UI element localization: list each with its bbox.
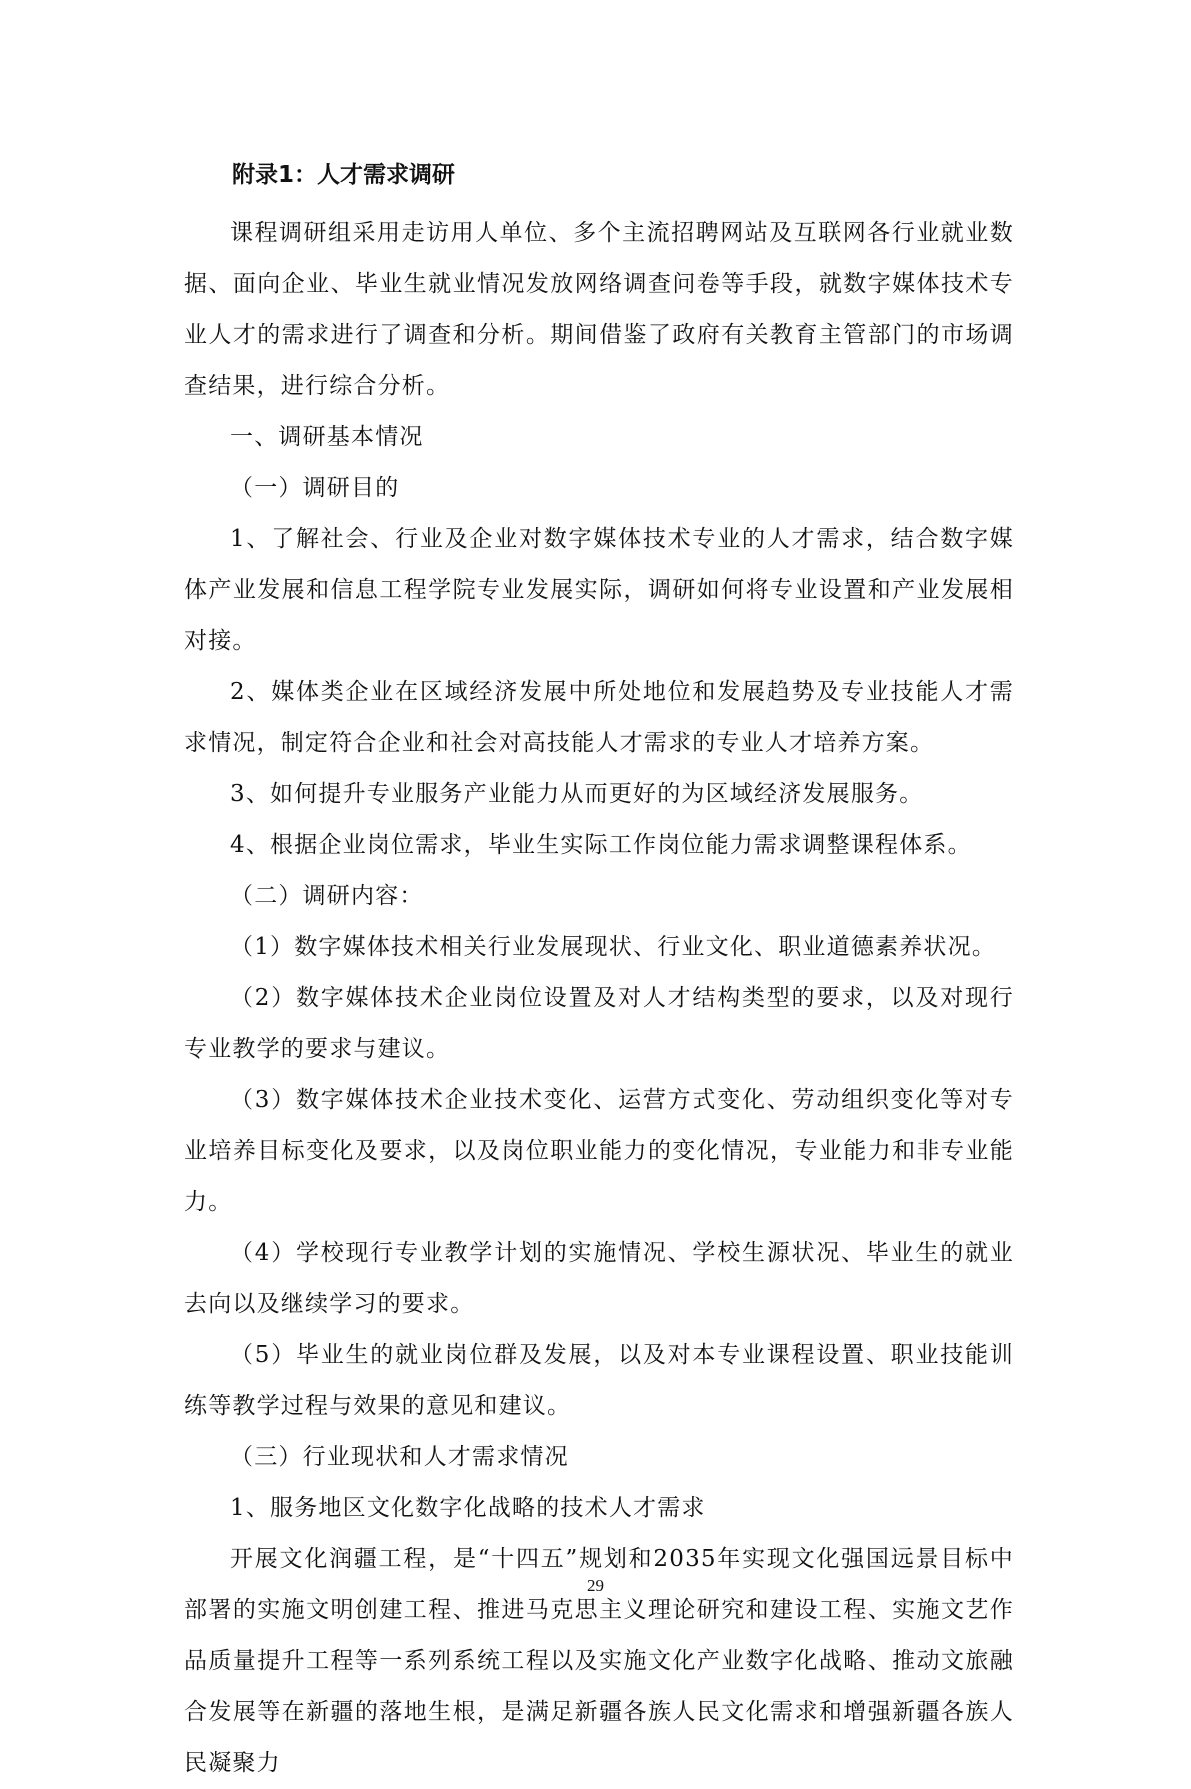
purpose-item-4: 4、根据企业岗位需求，毕业生实际工作岗位能力需求调整课程体系。 [230,832,972,858]
appendix-title: 附录1：人才需求调研 [232,162,456,188]
page-number: 29 [587,1576,604,1595]
subsection-heading-purpose: （一）调研目的 [230,475,400,501]
purpose-item-3: 3、如何提升专业服务产业能力从而更好的为区域经济发展服务。 [230,781,924,807]
industry-paragraph: 开展文化润疆工程，是“十四五”规划和2035年实现文化强国远景目标中部署的实施文明创建工程、推进马克思主义理论研究和建设工程、实施文艺作品质量提升工程等一系列系统工程以及实施文化产业数字化战略、推动文旅融合发展等在新疆的落地生根，是满足新疆各族人民文化需求和增强新疆各族人民凝聚力 [184,1546,1014,1776]
section-heading-basic-situation: 一、调研基本情况 [230,424,424,450]
content-item-5: （5）毕业生的就业岗位群及发展，以及对本专业课程设置、职业技能训练等教学过程与效果的意见和建议。 [184,1342,1014,1419]
purpose-item-1: 1、了解社会、行业及企业对数字媒体技术专业的人才需求，结合数字媒体产业发展和信息工程学院专业发展实际，调研如何将专业设置和产业发展相对接。 [184,526,1014,654]
content-item-1: （1）数字媒体技术相关行业发展现状、行业文化、职业道德素养状况。 [230,934,997,960]
content-item-4: （4）学校现行专业教学计划的实施情况、学校生源状况、毕业生的就业去向以及继续学习的要求。 [184,1240,1014,1317]
document-body [184,208,1014,1789]
industry-item-1-heading: 1、服务地区文化数字化战略的技术人才需求 [230,1495,706,1521]
subsection-heading-industry: （三）行业现状和人才需求情况 [230,1444,569,1470]
purpose-item-2: 2、媒体类企业在区域经济发展中所处地位和发展趋势及专业技能人才需求情况，制定符合企业和社会对高技能人才需求的专业人才培养方案。 [184,679,1014,756]
intro-paragraph: 课程调研组采用走访用人单位、多个主流招聘网站及互联网各行业就业数据、面向企业、毕业生就业情况发放网络调查问卷等手段，就数字媒体技术专业人才的需求进行了调查和分析。期间借鉴了政府有关教育主管部门的市场调查结果，进行综合分析。 [184,220,1014,399]
content-item-2: （2）数字媒体技术企业岗位设置及对人才结构类型的要求，以及对现行专业教学的要求与建议。 [184,985,1014,1062]
subsection-heading-content: （二）调研内容： [230,883,424,909]
content-item-3: （3）数字媒体技术企业技术变化、运营方式变化、劳动组织变化等对专业培养目标变化及要求，以及岗位职业能力的变化情况，专业能力和非专业能力。 [184,1087,1014,1215]
